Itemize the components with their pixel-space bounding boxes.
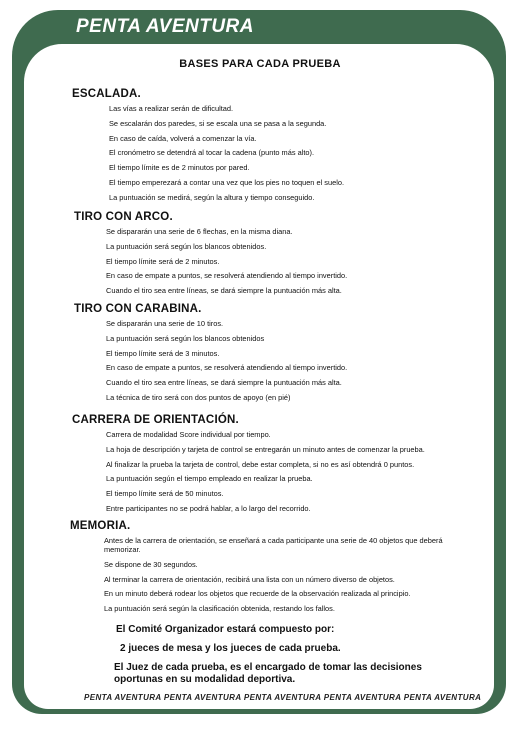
rule-item: En caso de caída, volverá a comenzar la vía. <box>109 133 257 143</box>
rule-item: En un minuto deberá rodear los objetos que recuerde de la observación realizada al principio. <box>104 589 411 599</box>
rule-item: Cuando el tiro sea entre líneas, se dará siempre la puntuación más alta. <box>106 378 342 388</box>
rule-item: El tiempo límite será de 50 minutos. <box>106 489 224 499</box>
rule-item: La puntuación será según la clasificación obtenida, restando los fallos. <box>104 604 335 614</box>
rule-item: El tiempo límite será de 2 minutos. <box>106 256 220 266</box>
rule-item: Entre participantes no se podrá hablar, a lo largo del recorrido. <box>106 503 311 513</box>
rule-item: Antes de la carrera de orientación, se enseñará a cada participante una serie de 40 objetos que deberá memorizar. <box>104 536 443 554</box>
section-title: TIRO CON CARABINA. <box>74 303 202 315</box>
rule-item: Al terminar la carrera de orientación, recibirá una lista con un número diverso de objetos. <box>104 574 395 584</box>
rule-item: En caso de empate a puntos, se resolverá atendiendo al tiempo invertido. <box>106 363 348 373</box>
rule-item: El tiempo emperezará a contar una vez que los pies no toquen el suelo. <box>109 177 345 187</box>
rule-item: Al finalizar la prueba la tarjeta de control, debe estar completa, si no es así obtendrá 0 puntos. <box>106 459 415 469</box>
rule-item: La puntuación será según los blancos obtenidos. <box>106 241 267 251</box>
rule-item: La puntuación se medirá, según la altura y tiempo conseguido. <box>109 192 315 202</box>
footer-brand-strip: PENTA AVENTURA PENTA AVENTURA PENTA AVENTURA PENTA AVENTURA PENTA AVENTURA <box>84 693 482 702</box>
rule-item: El cronómetro se detendrá al tocar la cadena (punto más alto). <box>109 148 314 158</box>
rule-item: La puntuación será según los blancos obtenidos <box>106 333 265 343</box>
rule-item: Se dispararán una serie de 10 tiros. <box>106 319 224 328</box>
rule-item: El tiempo límite es de 2 minutos por pared. <box>109 163 250 173</box>
rule-item: Se escalarán dos paredes, si se escala una se pasa a la segunda. <box>109 118 327 128</box>
rule-item: Cuando el tiro sea entre líneas, se dará siempre la puntuación más alta. <box>106 286 342 296</box>
committee-line: 2 jueces de mesa y los jueces de cada prueba. <box>120 643 341 654</box>
rule-item: Las vías a realizar serán de dificultad. <box>109 104 234 113</box>
rule-item: La técnica de tiro será con dos puntos de apoyo (en pié) <box>106 392 291 402</box>
section-escalada <box>72 88 492 208</box>
committee-line: El Comité Organizador estará compuesto por: <box>116 624 335 635</box>
section-tiro-carabina <box>74 303 494 408</box>
section-title: MEMORIA. <box>70 520 131 532</box>
section-memoria <box>70 520 490 619</box>
section-title: ESCALADA. <box>72 88 141 100</box>
rule-item: Se dispone de 30 segundos. <box>104 559 198 569</box>
rule-item: En caso de empate a puntos, se resolverá atendiendo al tiempo invertido. <box>106 271 348 281</box>
document-title: BASES PARA CADA PRUEBA <box>179 58 341 70</box>
rule-item: Se dispararán una serie de 6 flechas, en la misma diana. <box>106 227 293 236</box>
rules-list <box>74 319 494 402</box>
rules-list <box>72 430 492 513</box>
rules-list <box>72 104 492 202</box>
section-title: TIRO CON ARCO. <box>74 211 173 223</box>
organizing-committee <box>90 624 460 693</box>
rules-list <box>74 227 494 295</box>
rule-item: El tiempo límite será de 3 minutos. <box>106 348 220 358</box>
section-tiro-arco <box>74 211 494 301</box>
rule-item: La puntuación según el tiempo empleado en realizar la prueba. <box>106 474 313 484</box>
rule-item: La hoja de descripción y tarjeta de control se entregarán un minuto antes de comenzar la prueba. <box>106 444 425 454</box>
section-orientacion <box>72 414 492 519</box>
rule-item: Carrera de modalidad Score individual por tiempo. <box>106 430 271 439</box>
section-title: CARRERA DE ORIENTACIÓN. <box>72 414 239 426</box>
committee-line: El Juez de cada prueba, es el encargado de tomar las decisiones oportunas en su modalidad deportiva. <box>114 662 422 685</box>
rules-list <box>70 536 464 613</box>
brand-title: PENTA AVENTURA <box>76 16 254 37</box>
